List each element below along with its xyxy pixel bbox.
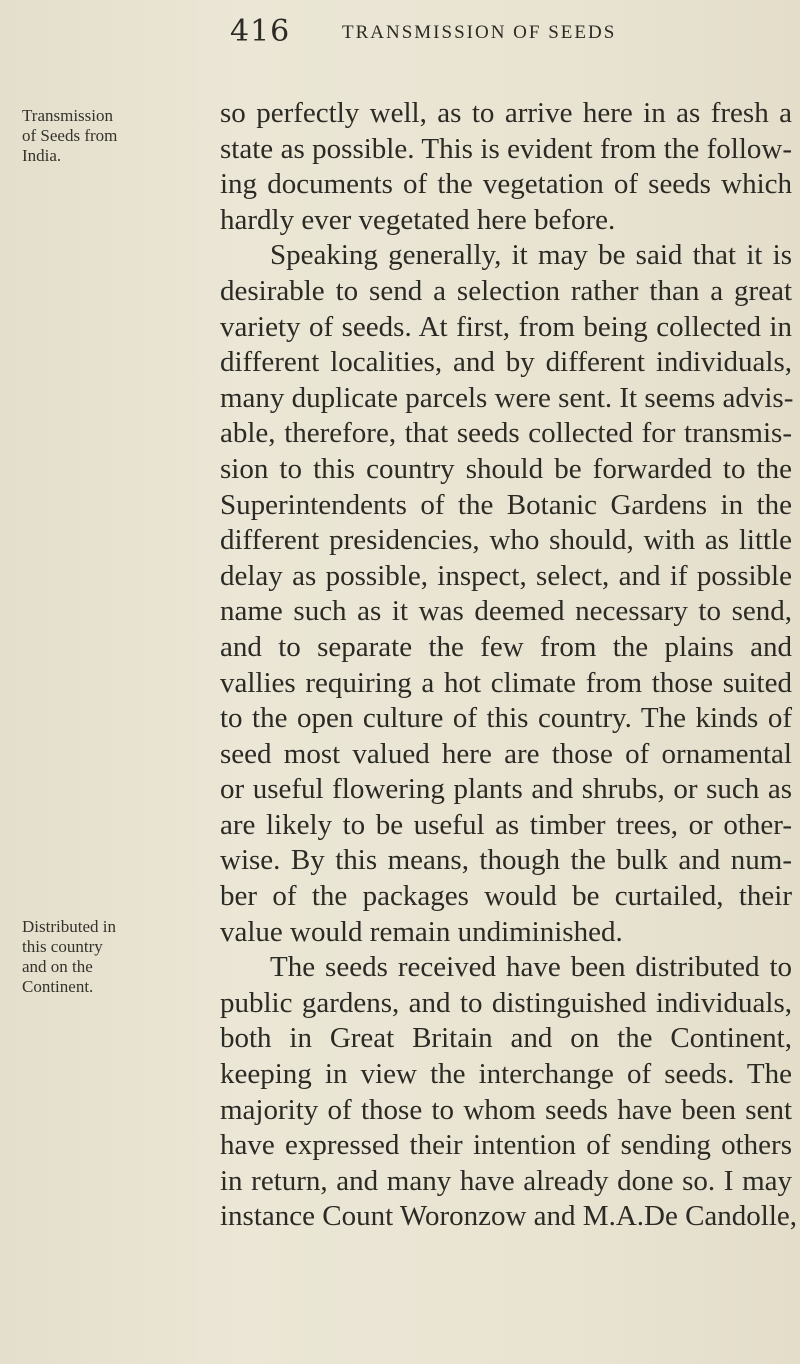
side-note-line: India. [22, 146, 62, 165]
running-head: TRANSMISSION OF SEEDS [342, 22, 617, 43]
page-number: 416 [230, 14, 291, 49]
text-line: variety of seeds. At first, from being collected in [220, 310, 792, 343]
text-line: vallies requiring a hot climate from those suited [220, 666, 792, 699]
text-line: Superintendents of the Botanic Gardens in the [220, 488, 792, 521]
text-line: keeping in view the interchange of seeds. The [220, 1058, 792, 1091]
text-line: different localities, and by different individuals, [220, 346, 792, 379]
text-line: ing documents of the vegetation of seeds which [220, 168, 792, 201]
text-line: wise. By this means, though the bulk and num- [220, 844, 792, 877]
text-line: to the open culture of this country. The kinds of [220, 702, 792, 735]
text-line: hardly ever vegetated here before. [220, 203, 616, 236]
text-line: and to separate the few from the plains and [220, 630, 792, 663]
text-line: public gardens, and to distinguished individuals, [220, 986, 792, 1019]
body-text [220, 96, 798, 1235]
text-line: ber of the packages would be curtailed, their [220, 880, 792, 913]
side-note-line: of Seeds from [22, 126, 118, 145]
side-note-line: Transmission [22, 106, 114, 125]
side-note-line: Continent. [22, 977, 94, 996]
text-line: seed most valued here are those of ornamental [220, 737, 792, 770]
text-line: both in Great Britain and on the Continent, [220, 1022, 792, 1055]
text-line: so perfectly well, as to arrive here in as fresh a [220, 97, 792, 129]
text-line: are likely to be useful as timber trees, or other- [220, 808, 792, 841]
side-note-line: and on the [22, 957, 93, 976]
text-line: different presidencies, who should, with as little [220, 524, 792, 557]
text-line: have expressed their intention of sending others [220, 1129, 792, 1162]
text-line: The seeds received have been distributed to [270, 951, 792, 984]
side-note-line: Distributed in [22, 917, 116, 936]
text-line: name such as it was deemed necessary to send, [220, 595, 792, 628]
text-line: sion to this country should be forwarded to the [220, 452, 792, 485]
text-line: majority of those to whom seeds have been sent [220, 1093, 792, 1126]
text-line: or useful flowering plants and shrubs, or such as [220, 773, 792, 806]
text-line: in return, and many have already done so. I may [220, 1164, 792, 1197]
side-note-distributed [22, 917, 172, 997]
text-line: instance Count Woronzow and M.A.De Candolle, [220, 1200, 798, 1233]
side-note-line: this country [22, 937, 103, 956]
page-header [0, 14, 800, 54]
text-line: Speaking generally, it may be said that it is [270, 239, 792, 272]
text-line: value would remain undiminished. [220, 915, 623, 948]
text-line: delay as possible, inspect, select, and if possible [220, 559, 792, 592]
text-line: many duplicate parcels were sent. It seems advis- [220, 381, 794, 414]
side-note-transmission [22, 106, 172, 166]
text-line: able, therefore, that seeds collected for transmis- [220, 417, 792, 450]
text-line: desirable to send a selection rather than a great [220, 274, 792, 307]
text-line: state as possible. This is evident from the follow- [220, 132, 792, 165]
